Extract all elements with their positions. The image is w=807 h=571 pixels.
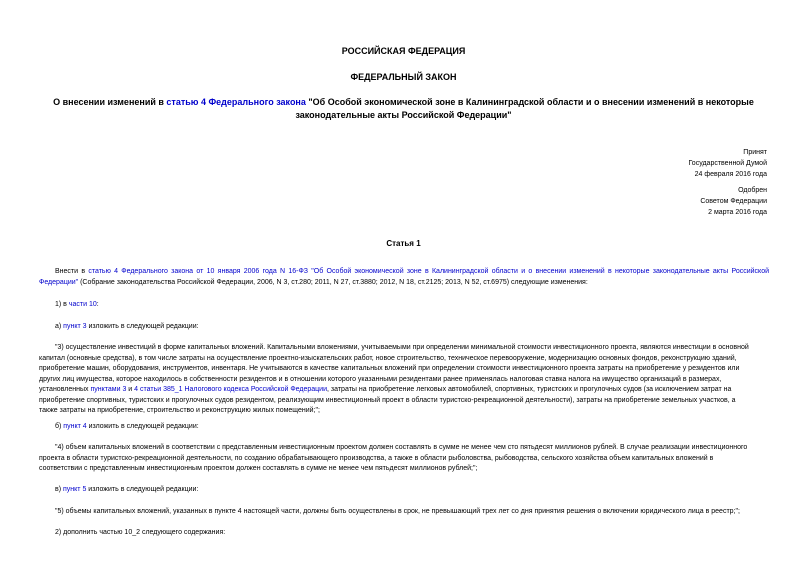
adopted-date: 24 февраля 2016 года — [694, 171, 767, 178]
approved-block — [517, 185, 767, 218]
subitem-b-suffix: изложить в следующей редакции: — [86, 423, 199, 430]
quote-3-line: "3) осуществление инвестиций в форме капитальных вложений. Капитальными вложениями, учитываемыми при определении минимальной стоимости инвестиционного проекта, являются инвестиции в основной — [55, 344, 749, 351]
law-title-line-2: законодательные акты Российской Федерации" — [295, 110, 512, 120]
item-1-prefix: 1) в — [55, 301, 69, 308]
adopted-body: Государственной Думой — [688, 160, 767, 167]
quote-3-conjunction: и — [126, 386, 135, 393]
part-10-link[interactable]: части 10 — [68, 301, 97, 308]
intro-prefix: Внести в — [55, 268, 89, 275]
subitem-v — [55, 485, 198, 496]
subitem-a-suffix: изложить в следующей редакции: — [86, 323, 199, 330]
country-heading: РОССИЙСКАЯ ФЕДЕРАЦИЯ — [341, 46, 466, 56]
point-3-link[interactable]: пункт 3 — [63, 323, 87, 330]
quote-point-4 — [39, 443, 769, 475]
law-title-suffix: "Об Особой экономической зоне в Калининградской области и о внесении изменений в некоторые — [305, 97, 754, 107]
subitem-b-prefix: б) — [55, 423, 64, 430]
subitem-b — [55, 422, 199, 433]
article-heading: Статья 1 — [386, 239, 421, 248]
law-title-link[interactable]: статью 4 Федерального закона — [166, 97, 306, 107]
article-intro — [39, 267, 769, 288]
quote-3-line: других лиц имущества, которое находилось в собственности резидентов и в отношении которого указанными резидентами ранее применялась налоговая ставка налога на имущество организаций в размерах, — [39, 375, 722, 383]
approved-label: Одобрен — [738, 187, 767, 194]
adopted-block — [517, 147, 767, 180]
quote-3-suffix: , затраты на приобретение легковых автомобилей, спортивных, туристских и прогулочных судов (за исключением затрат на — [327, 386, 732, 393]
quote-3-line: капитал (основные средства), в том числе затраты на осуществление проектно-изыскательских работ, новое строительство, техническое перевооружение, модернизацию основных фондов, реконструкцию зданий, — [39, 354, 737, 362]
subitem-a — [55, 322, 199, 333]
intro-suffix: (Собрание законодательства Российской Федерации, 2006, N 3, ст.280; 2011, N 27, ст.3880; 2012, N 18, ст.2125; 2013, N 52, ст.6975) следующие изменения: — [78, 278, 588, 286]
quote-3-prefix: установленных — [39, 386, 91, 393]
point-4-link[interactable]: пункт 4 — [63, 423, 87, 430]
law-title-line-1 — [20, 96, 787, 109]
item-1 — [55, 300, 99, 311]
item-2: 2) дополнить частью 10_2 следующего содержания: — [55, 529, 226, 536]
approved-date: 2 марта 2016 года — [708, 209, 767, 216]
quote-point-3 — [39, 343, 769, 417]
point-5-link[interactable]: пункт 5 — [63, 486, 87, 493]
quote-4-line: проекта в области туристско-рекреационной деятельности, по созданию обрабатывающего производства, а также в области рыболовства, рыбоводства, сельского хозяйства объем капитальных вложений в — [39, 454, 714, 462]
law-type-heading: ФЕДЕРАЛЬНЫЙ ЗАКОН — [350, 72, 457, 82]
points-3-link[interactable]: пунктами 3 — [90, 386, 127, 393]
subitem-v-suffix: изложить в следующей редакции: — [86, 486, 199, 493]
intro-law-link[interactable]: статью 4 Федерального закона от 10 января 2006 года N 16-ФЗ "Об Особой экономической зоне в Калининградской области и о внесении изменений в некоторые законодательные акты Российской Федерации" — [39, 268, 769, 286]
quote-point-5: "5) объемы капитальных вложений, указанных в пункте 4 настоящей части, должны быть осуществлены в срок, не превышающий трех лет со дня принятия решения о включении юридического лица в реестр;"; — [55, 508, 740, 515]
subitem-a-prefix: а) — [55, 323, 64, 330]
tax-code-article-link[interactable]: 4 статьи 385_1 Налогового кодекса Российской Федерации — [134, 386, 328, 393]
law-title — [20, 96, 787, 122]
item-1-suffix: : — [96, 301, 99, 308]
law-title-prefix: О внесении изменений в — [53, 97, 167, 107]
subitem-v-prefix: в) — [55, 486, 63, 493]
quote-3-line — [39, 385, 769, 396]
approved-body: Советом Федерации — [700, 198, 767, 205]
quote-4-line: соответствии с представленным инвестиционным проектом должен составлять в сумме не менее чем пятьдесят миллионов рублей;"; — [39, 465, 478, 472]
quote-3-line: также затраты на приобретение, строительство и реконструкцию жилых помещений;"; — [39, 407, 320, 414]
quote-3-line: приобретение машин, оборудования, инструментов, инвентаря. Не учитываются в качестве капитальных вложений при определении стоимости инвестиционного проекта затраты на приобретение у резидентов или — [39, 365, 740, 372]
adopted-label: Принят — [743, 149, 767, 156]
quote-4-line: "4) объем капитальных вложений в соответствии с представленным инвестиционным проектом должен составлять в сумме не менее чем сто пятьдесят миллионов рублей. В случае реализации инвестиционного — [55, 444, 748, 451]
quote-3-line: приобретение спортивных, туристских и прогулочных судов резидентом, реализующим инвестиционный проект в области туристско-рекреационной деятельности), затраты на приобретение земельных участков, а — [39, 396, 736, 404]
